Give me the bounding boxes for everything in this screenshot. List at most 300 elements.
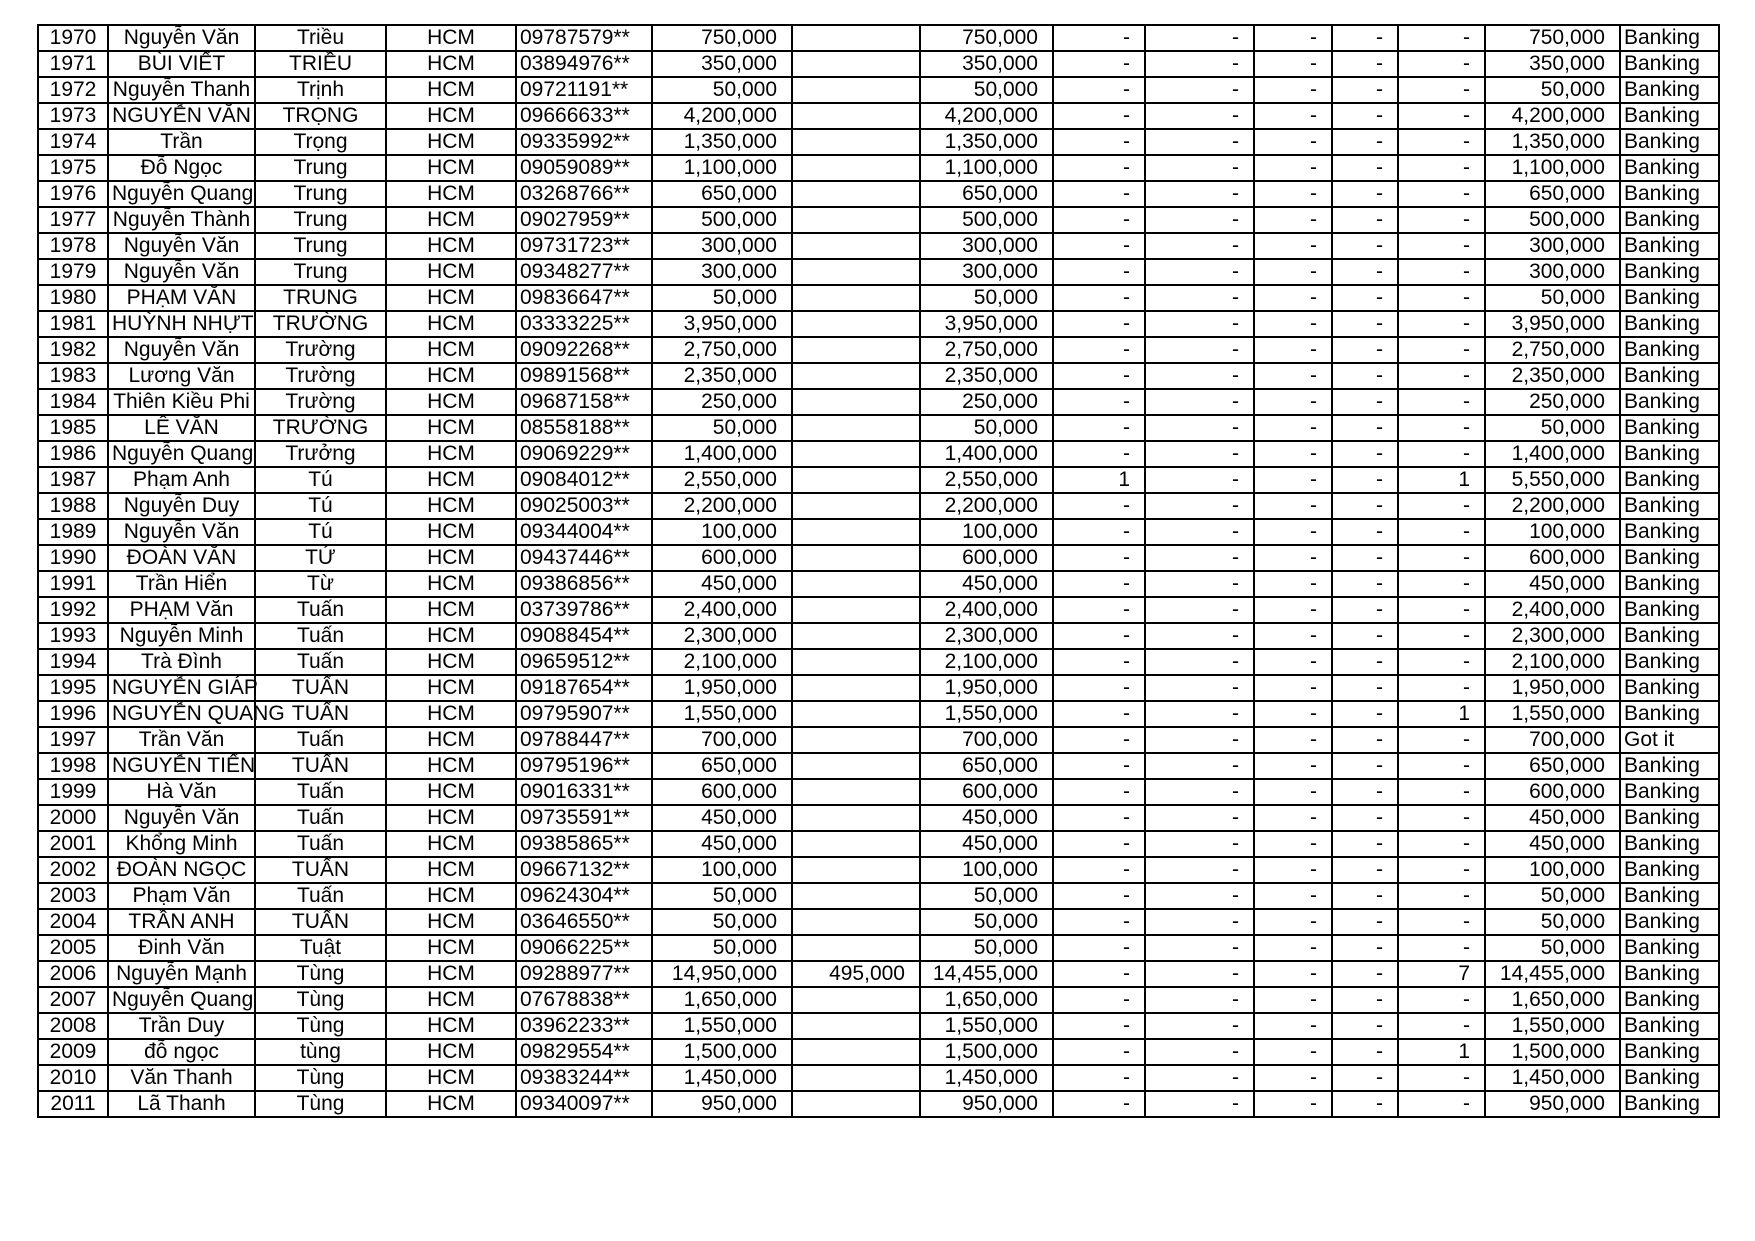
col-b-cell: -	[1145, 961, 1254, 987]
row-number-cell: 1990	[38, 545, 108, 571]
col-d-cell: -	[1332, 1091, 1398, 1117]
city-cell: HCM	[386, 1039, 516, 1065]
col-d-cell: -	[1332, 831, 1398, 857]
deduction-cell	[792, 727, 920, 753]
table-row	[38, 675, 1719, 701]
phone-cell: 09084012**	[516, 467, 652, 493]
phone-cell: 09025003**	[516, 493, 652, 519]
col-e-cell: -	[1398, 285, 1485, 311]
given-name-cell: Phạm Anh	[108, 467, 255, 493]
row-number-cell: 1989	[38, 519, 108, 545]
total-cell: 1,100,000	[1485, 155, 1620, 181]
net-amount-cell: 450,000	[920, 571, 1053, 597]
col-b-cell: -	[1145, 311, 1254, 337]
col-d-cell: -	[1332, 571, 1398, 597]
deduction-cell	[792, 25, 920, 51]
col-a-cell: -	[1053, 961, 1145, 987]
table-row	[38, 753, 1719, 779]
amount-cell: 1,100,000	[652, 155, 792, 181]
phone-cell: 09344004**	[516, 519, 652, 545]
payment-method-cell: Banking	[1620, 1065, 1719, 1091]
col-d-cell: -	[1332, 883, 1398, 909]
total-cell: 100,000	[1485, 857, 1620, 883]
row-number-cell: 1977	[38, 207, 108, 233]
col-d-cell: -	[1332, 545, 1398, 571]
city-cell: HCM	[386, 545, 516, 571]
total-cell: 5,550,000	[1485, 467, 1620, 493]
col-b-cell: -	[1145, 779, 1254, 805]
col-c-cell: -	[1254, 857, 1332, 883]
name-cell: TRỌNG	[255, 103, 386, 129]
col-d-cell: -	[1332, 1039, 1398, 1065]
total-cell: 1,500,000	[1485, 1039, 1620, 1065]
col-c-cell: -	[1254, 909, 1332, 935]
col-b-cell: -	[1145, 207, 1254, 233]
amount-cell: 100,000	[652, 519, 792, 545]
deduction-cell	[792, 467, 920, 493]
total-cell: 600,000	[1485, 545, 1620, 571]
total-cell: 3,950,000	[1485, 311, 1620, 337]
col-b-cell: -	[1145, 233, 1254, 259]
col-b-cell: -	[1145, 1065, 1254, 1091]
phone-cell: 07678838**	[516, 987, 652, 1013]
deduction-cell	[792, 1039, 920, 1065]
row-number-cell: 1998	[38, 753, 108, 779]
col-a-cell: -	[1053, 545, 1145, 571]
city-cell: HCM	[386, 1091, 516, 1117]
phone-cell: 09066225**	[516, 935, 652, 961]
net-amount-cell: 2,750,000	[920, 337, 1053, 363]
col-b-cell: -	[1145, 753, 1254, 779]
given-name-cell: Nguyễn Văn	[108, 519, 255, 545]
phone-cell: 09795907**	[516, 701, 652, 727]
deduction-cell	[792, 493, 920, 519]
col-a-cell: -	[1053, 779, 1145, 805]
col-d-cell: -	[1332, 51, 1398, 77]
payment-method-cell: Banking	[1620, 675, 1719, 701]
amount-cell: 700,000	[652, 727, 792, 753]
row-number-cell: 2006	[38, 961, 108, 987]
net-amount-cell: 1,350,000	[920, 129, 1053, 155]
phone-cell: 09666633**	[516, 103, 652, 129]
col-d-cell: -	[1332, 155, 1398, 181]
col-b-cell: -	[1145, 831, 1254, 857]
net-amount-cell: 450,000	[920, 805, 1053, 831]
city-cell: HCM	[386, 909, 516, 935]
col-a-cell: -	[1053, 259, 1145, 285]
col-e-cell: -	[1398, 233, 1485, 259]
col-a-cell: -	[1053, 727, 1145, 753]
col-e-cell: -	[1398, 545, 1485, 571]
phone-cell: 09016331**	[516, 779, 652, 805]
net-amount-cell: 450,000	[920, 831, 1053, 857]
city-cell: HCM	[386, 987, 516, 1013]
col-d-cell: -	[1332, 987, 1398, 1013]
col-e-cell: -	[1398, 883, 1485, 909]
amount-cell: 300,000	[652, 259, 792, 285]
payment-method-cell: Banking	[1620, 519, 1719, 545]
phone-cell: 09092268**	[516, 337, 652, 363]
total-cell: 1,450,000	[1485, 1065, 1620, 1091]
col-d-cell: -	[1332, 1065, 1398, 1091]
net-amount-cell: 700,000	[920, 727, 1053, 753]
total-cell: 300,000	[1485, 259, 1620, 285]
payment-method-cell: Banking	[1620, 77, 1719, 103]
given-name-cell: BÙI VIẾT	[108, 51, 255, 77]
row-number-cell: 1991	[38, 571, 108, 597]
total-cell: 50,000	[1485, 77, 1620, 103]
net-amount-cell: 950,000	[920, 1091, 1053, 1117]
col-b-cell: -	[1145, 493, 1254, 519]
table-row	[38, 935, 1719, 961]
total-cell: 600,000	[1485, 779, 1620, 805]
deduction-cell	[792, 649, 920, 675]
amount-cell: 450,000	[652, 831, 792, 857]
col-e-cell: -	[1398, 753, 1485, 779]
name-cell: Triều	[255, 25, 386, 51]
col-e-cell: -	[1398, 389, 1485, 415]
net-amount-cell: 50,000	[920, 415, 1053, 441]
col-c-cell: -	[1254, 675, 1332, 701]
payment-method-cell: Banking	[1620, 935, 1719, 961]
name-cell: Tuấn	[255, 727, 386, 753]
deduction-cell	[792, 857, 920, 883]
name-cell: tùng	[255, 1039, 386, 1065]
col-c-cell: -	[1254, 961, 1332, 987]
deduction-cell	[792, 285, 920, 311]
net-amount-cell: 2,350,000	[920, 363, 1053, 389]
given-name-cell: Hà Văn	[108, 779, 255, 805]
row-number-cell: 1996	[38, 701, 108, 727]
name-cell: Trung	[255, 155, 386, 181]
col-a-cell: -	[1053, 857, 1145, 883]
total-cell: 350,000	[1485, 51, 1620, 77]
total-cell: 450,000	[1485, 571, 1620, 597]
payment-method-cell: Banking	[1620, 1013, 1719, 1039]
city-cell: HCM	[386, 805, 516, 831]
given-name-cell: Nguyễn Văn	[108, 233, 255, 259]
row-number-cell: 1986	[38, 441, 108, 467]
amount-cell: 4,200,000	[652, 103, 792, 129]
col-e-cell: -	[1398, 181, 1485, 207]
net-amount-cell: 2,100,000	[920, 649, 1053, 675]
phone-cell: 09437446**	[516, 545, 652, 571]
deduction-cell	[792, 1013, 920, 1039]
total-cell: 650,000	[1485, 753, 1620, 779]
col-a-cell: -	[1053, 51, 1145, 77]
col-c-cell: -	[1254, 77, 1332, 103]
col-b-cell: -	[1145, 1091, 1254, 1117]
amount-cell: 14,950,000	[652, 961, 792, 987]
payment-method-cell: Banking	[1620, 805, 1719, 831]
deduction-cell	[792, 623, 920, 649]
col-d-cell: -	[1332, 623, 1398, 649]
row-number-cell: 2011	[38, 1091, 108, 1117]
deduction-cell	[792, 779, 920, 805]
amount-cell: 50,000	[652, 883, 792, 909]
deduction-cell	[792, 441, 920, 467]
total-cell: 50,000	[1485, 285, 1620, 311]
phone-cell: 09386856**	[516, 571, 652, 597]
deduction-cell	[792, 571, 920, 597]
payment-method-cell: Banking	[1620, 493, 1719, 519]
payment-method-cell: Banking	[1620, 597, 1719, 623]
phone-cell: 09624304**	[516, 883, 652, 909]
name-cell: Trưởng	[255, 441, 386, 467]
col-a-cell: -	[1053, 155, 1145, 181]
total-cell: 4,200,000	[1485, 103, 1620, 129]
net-amount-cell: 50,000	[920, 285, 1053, 311]
col-c-cell: -	[1254, 129, 1332, 155]
col-d-cell: -	[1332, 415, 1398, 441]
col-e-cell: -	[1398, 77, 1485, 103]
city-cell: HCM	[386, 779, 516, 805]
row-number-cell: 1979	[38, 259, 108, 285]
net-amount-cell: 1,450,000	[920, 1065, 1053, 1091]
col-a-cell: -	[1053, 649, 1145, 675]
total-cell: 100,000	[1485, 519, 1620, 545]
deduction-cell	[792, 389, 920, 415]
name-cell: TRƯỜNG	[255, 311, 386, 337]
phone-cell: 09335992**	[516, 129, 652, 155]
col-d-cell: -	[1332, 441, 1398, 467]
payment-method-cell: Banking	[1620, 961, 1719, 987]
phone-cell: 03646550**	[516, 909, 652, 935]
city-cell: HCM	[386, 285, 516, 311]
col-b-cell: -	[1145, 415, 1254, 441]
name-cell: Tuấn	[255, 597, 386, 623]
total-cell: 2,100,000	[1485, 649, 1620, 675]
payment-method-cell: Banking	[1620, 129, 1719, 155]
given-name-cell: Nguyễn Văn	[108, 805, 255, 831]
col-e-cell: -	[1398, 415, 1485, 441]
net-amount-cell: 3,950,000	[920, 311, 1053, 337]
phone-cell: 09795196**	[516, 753, 652, 779]
amount-cell: 2,300,000	[652, 623, 792, 649]
col-d-cell: -	[1332, 337, 1398, 363]
total-cell: 1,550,000	[1485, 1013, 1620, 1039]
name-cell: TUẤN	[255, 701, 386, 727]
city-cell: HCM	[386, 1013, 516, 1039]
col-a-cell: -	[1053, 207, 1145, 233]
row-number-cell: 1982	[38, 337, 108, 363]
row-number-cell: 1985	[38, 415, 108, 441]
phone-cell: 09059089**	[516, 155, 652, 181]
deduction-cell: 495,000	[792, 961, 920, 987]
name-cell: TUẤN	[255, 675, 386, 701]
phone-cell: 09731723**	[516, 233, 652, 259]
row-number-cell: 1981	[38, 311, 108, 337]
amount-cell: 50,000	[652, 935, 792, 961]
table-row	[38, 727, 1719, 753]
amount-cell: 1,450,000	[652, 1065, 792, 1091]
col-d-cell: -	[1332, 779, 1398, 805]
row-number-cell: 1993	[38, 623, 108, 649]
payment-method-cell: Got it	[1620, 727, 1719, 753]
payment-method-cell: Banking	[1620, 181, 1719, 207]
col-e-cell: -	[1398, 649, 1485, 675]
net-amount-cell: 350,000	[920, 51, 1053, 77]
col-a-cell: -	[1053, 1091, 1145, 1117]
col-e-cell: -	[1398, 103, 1485, 129]
phone-cell: 09891568**	[516, 363, 652, 389]
phone-cell: 03268766**	[516, 181, 652, 207]
net-amount-cell: 650,000	[920, 181, 1053, 207]
deduction-cell	[792, 831, 920, 857]
net-amount-cell: 50,000	[920, 883, 1053, 909]
col-a-cell: -	[1053, 883, 1145, 909]
deduction-cell	[792, 181, 920, 207]
deduction-cell	[792, 805, 920, 831]
given-name-cell: Nguyễn Quang	[108, 987, 255, 1013]
payment-method-cell: Banking	[1620, 363, 1719, 389]
col-e-cell: -	[1398, 51, 1485, 77]
phone-cell: 09836647**	[516, 285, 652, 311]
given-name-cell: Trần	[108, 129, 255, 155]
amount-cell: 50,000	[652, 285, 792, 311]
col-d-cell: -	[1332, 129, 1398, 155]
city-cell: HCM	[386, 831, 516, 857]
given-name-cell: Lã Thanh	[108, 1091, 255, 1117]
row-number-cell: 1983	[38, 363, 108, 389]
col-e-cell: -	[1398, 571, 1485, 597]
col-d-cell: -	[1332, 493, 1398, 519]
net-amount-cell: 14,455,000	[920, 961, 1053, 987]
deduction-cell	[792, 987, 920, 1013]
payment-method-cell: Banking	[1620, 103, 1719, 129]
col-e-cell: -	[1398, 805, 1485, 831]
city-cell: HCM	[386, 493, 516, 519]
row-number-cell: 1978	[38, 233, 108, 259]
name-cell: Trường	[255, 389, 386, 415]
col-e-cell: -	[1398, 363, 1485, 389]
city-cell: HCM	[386, 155, 516, 181]
table-row	[38, 103, 1719, 129]
col-e-cell: -	[1398, 155, 1485, 181]
amount-cell: 1,500,000	[652, 1039, 792, 1065]
col-d-cell: -	[1332, 857, 1398, 883]
payment-method-cell: Banking	[1620, 155, 1719, 181]
phone-cell: 03333225**	[516, 311, 652, 337]
col-d-cell: -	[1332, 363, 1398, 389]
deduction-cell	[792, 935, 920, 961]
deduction-cell	[792, 363, 920, 389]
phone-cell: 09735591**	[516, 805, 652, 831]
given-name-cell: Đinh Văn	[108, 935, 255, 961]
col-c-cell: -	[1254, 987, 1332, 1013]
row-number-cell: 1972	[38, 77, 108, 103]
given-name-cell: Đỗ Ngọc	[108, 155, 255, 181]
row-number-cell: 1975	[38, 155, 108, 181]
table-row	[38, 25, 1719, 51]
deduction-cell	[792, 103, 920, 129]
col-c-cell: -	[1254, 25, 1332, 51]
name-cell: Trịnh	[255, 77, 386, 103]
net-amount-cell: 600,000	[920, 779, 1053, 805]
col-e-cell: -	[1398, 129, 1485, 155]
name-cell: Trọng	[255, 129, 386, 155]
col-a-cell: -	[1053, 77, 1145, 103]
amount-cell: 650,000	[652, 181, 792, 207]
payment-method-cell: Banking	[1620, 1039, 1719, 1065]
col-a-cell: -	[1053, 337, 1145, 363]
deduction-cell	[792, 155, 920, 181]
col-e-cell: -	[1398, 597, 1485, 623]
payment-method-cell: Banking	[1620, 415, 1719, 441]
col-d-cell: -	[1332, 935, 1398, 961]
net-amount-cell: 1,950,000	[920, 675, 1053, 701]
phone-cell: 03894976**	[516, 51, 652, 77]
name-cell: TỨ	[255, 545, 386, 571]
payment-method-cell: Banking	[1620, 285, 1719, 311]
net-amount-cell: 500,000	[920, 207, 1053, 233]
col-a-cell: -	[1053, 103, 1145, 129]
col-e-cell: -	[1398, 493, 1485, 519]
given-name-cell: TRẦN ANH	[108, 909, 255, 935]
given-name-cell: NGUYỄN VĂN	[108, 103, 255, 129]
deduction-cell	[792, 675, 920, 701]
phone-cell: 09027959**	[516, 207, 652, 233]
city-cell: HCM	[386, 207, 516, 233]
given-name-cell: Nguyễn Văn	[108, 337, 255, 363]
col-b-cell: -	[1145, 675, 1254, 701]
city-cell: HCM	[386, 675, 516, 701]
amount-cell: 450,000	[652, 571, 792, 597]
given-name-cell: Văn Thanh	[108, 1065, 255, 1091]
col-e-cell: -	[1398, 779, 1485, 805]
amount-cell: 650,000	[652, 753, 792, 779]
col-a-cell: -	[1053, 1039, 1145, 1065]
table-row	[38, 909, 1719, 935]
name-cell: Tú	[255, 493, 386, 519]
col-a-cell: -	[1053, 129, 1145, 155]
given-name-cell: Nguyễn Mạnh	[108, 961, 255, 987]
name-cell: TRUNG	[255, 285, 386, 311]
given-name-cell: Trà Đình	[108, 649, 255, 675]
total-cell: 1,650,000	[1485, 987, 1620, 1013]
col-a-cell: -	[1053, 389, 1145, 415]
col-a-cell: -	[1053, 701, 1145, 727]
row-number-cell: 2000	[38, 805, 108, 831]
col-c-cell: -	[1254, 337, 1332, 363]
col-b-cell: -	[1145, 571, 1254, 597]
col-d-cell: -	[1332, 805, 1398, 831]
col-c-cell: -	[1254, 1039, 1332, 1065]
name-cell: Tuấn	[255, 649, 386, 675]
amount-cell: 1,650,000	[652, 987, 792, 1013]
table-row	[38, 779, 1719, 805]
amount-cell: 100,000	[652, 857, 792, 883]
col-c-cell: -	[1254, 649, 1332, 675]
deduction-cell	[792, 51, 920, 77]
table-row	[38, 857, 1719, 883]
col-b-cell: -	[1145, 77, 1254, 103]
name-cell: Tuật	[255, 935, 386, 961]
col-a-cell: -	[1053, 753, 1145, 779]
total-cell: 14,455,000	[1485, 961, 1620, 987]
row-number-cell: 1995	[38, 675, 108, 701]
given-name-cell: Nguyễn Quang	[108, 441, 255, 467]
col-b-cell: -	[1145, 129, 1254, 155]
col-a-cell: -	[1053, 1065, 1145, 1091]
city-cell: HCM	[386, 623, 516, 649]
name-cell: Trung	[255, 233, 386, 259]
col-c-cell: -	[1254, 805, 1332, 831]
col-b-cell: -	[1145, 935, 1254, 961]
col-c-cell: -	[1254, 259, 1332, 285]
given-name-cell: PHẠM VĂN	[108, 285, 255, 311]
total-cell: 2,400,000	[1485, 597, 1620, 623]
